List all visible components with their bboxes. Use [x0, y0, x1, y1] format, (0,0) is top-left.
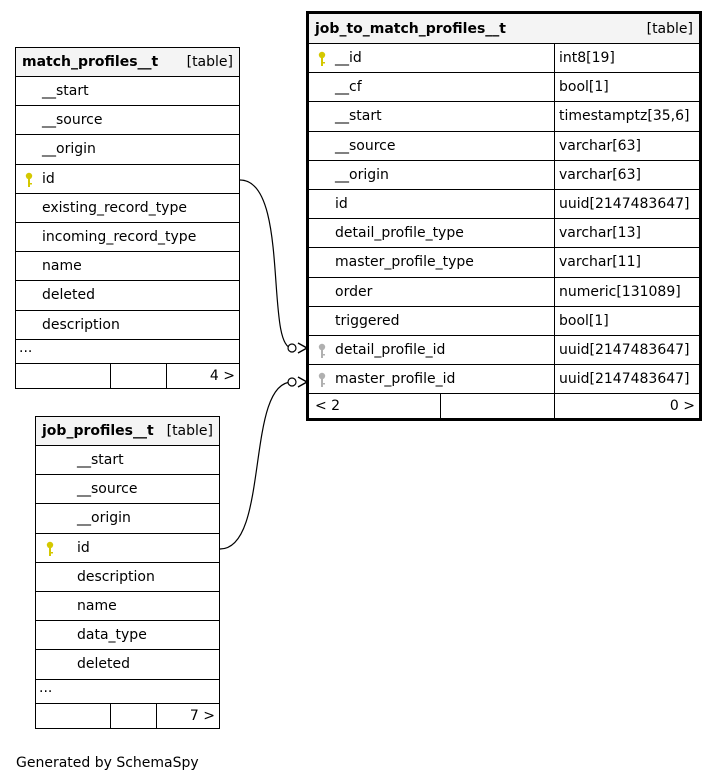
column-row[interactable] — [36, 650, 219, 679]
more-columns — [16, 340, 239, 364]
more-columns — [36, 680, 219, 704]
column-name: detail_profile_id — [335, 341, 446, 358]
column-row[interactable] — [16, 281, 239, 310]
column-name: __start — [77, 452, 124, 469]
table-header[interactable] — [16, 48, 239, 77]
table-job-profiles[interactable] — [35, 416, 220, 729]
table-footer — [16, 364, 239, 388]
column-row[interactable] — [16, 165, 239, 194]
children-count: 0 > — [669, 398, 695, 415]
column-type: uuid[2147483647] — [559, 371, 690, 388]
column-name: data_type — [77, 627, 147, 644]
children-count-link[interactable] — [555, 394, 699, 418]
column-row[interactable] — [16, 106, 239, 135]
parents-count-link[interactable] — [309, 394, 441, 418]
column-type: varchar[63] — [559, 166, 641, 183]
table-title: job_to_match_profiles__t — [315, 20, 506, 37]
column-row[interactable] — [309, 102, 699, 131]
children-count: 7 > — [189, 707, 215, 724]
column-name: __source — [77, 481, 138, 498]
children-count-link[interactable] — [167, 364, 239, 388]
column-row[interactable] — [36, 592, 219, 621]
column-name: deleted — [42, 287, 95, 304]
column-name: id — [77, 539, 90, 556]
column-type: uuid[2147483647] — [559, 341, 690, 358]
column-name: master_profile_id — [335, 371, 456, 388]
relation-detail-optional-marker — [288, 344, 296, 352]
column-row[interactable] — [309, 190, 699, 219]
column-name: __origin — [77, 510, 131, 527]
column-name: __start — [42, 83, 89, 100]
column-row[interactable] — [36, 534, 219, 563]
column-row[interactable] — [309, 161, 699, 190]
table-header[interactable] — [36, 417, 219, 446]
column-type: bool[1] — [559, 79, 609, 96]
relation-master-optional-marker — [288, 378, 296, 386]
column-row[interactable] — [309, 219, 699, 248]
column-type: numeric[131089] — [559, 283, 681, 300]
column-name: __origin — [335, 166, 389, 183]
column-name: description — [77, 568, 155, 585]
table-kind: [table] — [166, 423, 213, 439]
column-row[interactable] — [309, 248, 699, 277]
column-name: name — [77, 598, 117, 615]
column-name: id — [335, 196, 348, 213]
column-type: varchar[13] — [559, 225, 641, 242]
column-name: description — [42, 316, 120, 333]
column-name: incoming_record_type — [42, 229, 197, 246]
column-row[interactable] — [16, 252, 239, 281]
column-row[interactable] — [16, 311, 239, 340]
primary-key-icon — [45, 541, 55, 557]
column-type: varchar[11] — [559, 254, 641, 271]
column-name: __start — [335, 108, 382, 125]
column-row[interactable] — [36, 621, 219, 650]
column-row[interactable] — [16, 223, 239, 252]
table-footer — [36, 704, 219, 728]
table-kind: [table] — [646, 20, 693, 37]
column-type: varchar[63] — [559, 137, 641, 154]
column-row[interactable] — [309, 132, 699, 161]
column-name: id — [42, 170, 55, 187]
column-type: timestamptz[35,6] — [559, 108, 690, 125]
relation-match-profiles-to-detail — [240, 180, 292, 348]
column-row[interactable] — [309, 44, 699, 73]
table-job-to-match-profiles[interactable] — [306, 11, 702, 421]
footer-cell-middle — [111, 364, 167, 388]
more-indicator: ... — [19, 339, 33, 356]
column-row[interactable] — [36, 504, 219, 533]
children-count-link[interactable] — [157, 704, 219, 728]
table-title: match_profiles__t — [22, 54, 159, 70]
column-row[interactable] — [309, 336, 699, 365]
table-match-profiles[interactable] — [15, 47, 240, 389]
column-name: deleted — [77, 656, 130, 673]
column-name: triggered — [335, 312, 400, 329]
table-footer — [309, 394, 699, 418]
foreign-key-icon — [317, 343, 327, 359]
column-row[interactable] — [309, 278, 699, 307]
column-row[interactable] — [36, 475, 219, 504]
column-name: order — [335, 283, 373, 300]
column-name: __source — [42, 112, 103, 129]
footer-cell-middle — [111, 704, 157, 728]
column-row[interactable] — [309, 307, 699, 336]
footer-cell-middle — [441, 394, 555, 418]
column-row[interactable] — [16, 77, 239, 106]
column-name: master_profile_type — [335, 254, 474, 271]
column-type: bool[1] — [559, 312, 609, 329]
column-row[interactable] — [36, 446, 219, 475]
column-name: detail_profile_type — [335, 225, 464, 242]
footer-cell-left — [36, 704, 111, 728]
column-row[interactable] — [16, 135, 239, 164]
column-name: name — [42, 258, 82, 275]
column-name: __cf — [335, 79, 362, 96]
parents-count: < 2 — [315, 398, 341, 415]
column-name: __origin — [42, 141, 96, 158]
column-row[interactable] — [36, 563, 219, 592]
primary-key-icon — [317, 51, 327, 67]
children-count: 4 > — [209, 367, 235, 384]
column-type: int8[19] — [559, 50, 615, 67]
more-indicator: ... — [39, 679, 53, 696]
table-title: job_profiles__t — [42, 423, 154, 439]
column-name: __id — [335, 50, 362, 67]
table-kind: [table] — [186, 54, 233, 70]
column-type: uuid[2147483647] — [559, 196, 690, 213]
column-name: __source — [335, 137, 396, 154]
primary-key-icon — [24, 172, 34, 188]
table-header[interactable] — [309, 14, 699, 44]
footer-cell-left — [16, 364, 111, 388]
column-row[interactable] — [309, 73, 699, 102]
generated-by-caption: Generated by SchemaSpy — [16, 755, 199, 771]
column-row[interactable] — [16, 194, 239, 223]
column-row[interactable] — [309, 365, 699, 394]
column-name: existing_record_type — [42, 199, 187, 216]
foreign-key-icon — [317, 372, 327, 388]
relation-job-profiles-to-master — [220, 382, 292, 549]
